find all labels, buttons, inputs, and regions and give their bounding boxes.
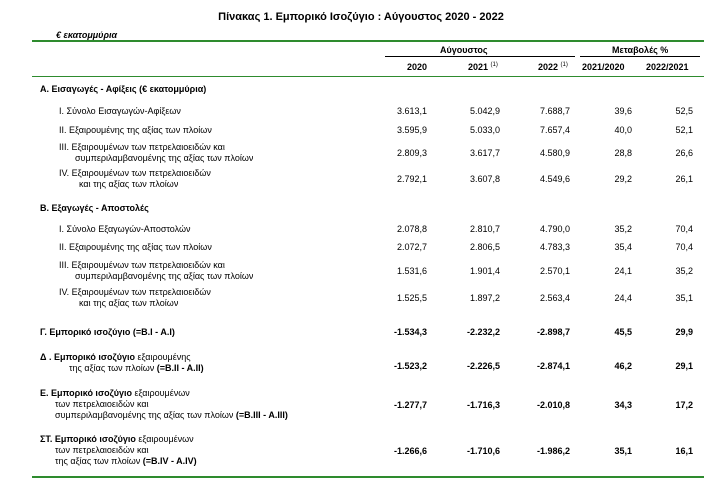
month-group-underline bbox=[385, 56, 575, 57]
cell-2022: -2.010,8 bbox=[536, 400, 570, 410]
row-label-formula: (=B.III - A.III) bbox=[235, 410, 288, 420]
cell-change-2022-2021: 52,1 bbox=[675, 125, 693, 135]
row-label-cont: και της αξίας των πλοίων bbox=[79, 179, 179, 189]
row-label-rest: της αξίας των πλοίων bbox=[55, 456, 143, 466]
row-label-rest: εξαιρουμένων bbox=[131, 388, 190, 398]
cell-change-2021-2020: 29,2 bbox=[614, 174, 632, 184]
cell-2020: 1.525,5 bbox=[396, 293, 427, 303]
section-label: Β. Εξαγωγές - Αποστολές bbox=[40, 203, 149, 213]
row-label: IV. Εξαιρουμένων των πετρελαιοειδών bbox=[59, 168, 211, 178]
header-2021: 2021 $^{(1)}$ bbox=[468, 62, 498, 72]
cell-2020: 3.613,1 bbox=[396, 106, 427, 116]
cell-2021: 1.897,2 bbox=[469, 293, 500, 303]
cell-2020: 3.595,9 bbox=[396, 125, 427, 135]
row-label bbox=[40, 352, 191, 363]
cell-change-2022-2021: 29,1 bbox=[675, 361, 693, 371]
cell-2022: 4.790,0 bbox=[539, 224, 570, 234]
row-label bbox=[40, 434, 194, 445]
cell-change-2021-2020: 28,8 bbox=[614, 148, 632, 158]
cell-2021: 2.806,5 bbox=[469, 242, 500, 252]
row-label-cont: των πετρελαιοειδών και bbox=[55, 445, 149, 455]
row-label: Γ. Εμπορικό ισοζύγιο (=B.I - A.I) bbox=[40, 327, 175, 337]
cell-2020: 2.809,3 bbox=[396, 148, 427, 158]
cell-change-2022-2021: 17,2 bbox=[675, 400, 693, 410]
cell-2020: -1.277,7 bbox=[393, 400, 427, 410]
table-title: Πίνακας 1. Εμπορικό Ισοζύγιο : Αύγουστος 2020 - 2022 bbox=[218, 11, 504, 23]
cell-change-2022-2021: 26,6 bbox=[675, 148, 693, 158]
cell-change-2021-2020: 35,1 bbox=[614, 446, 632, 456]
row-label: II. Εξαιρουμένης της αξίας των πλοίων bbox=[59, 125, 212, 135]
row-label: I. Σύνολο Εισαγωγών-Αφίξεων bbox=[59, 106, 181, 116]
row-label: II. Εξαιρουμένης της αξίας των πλοίων bbox=[59, 242, 212, 252]
cell-2021: -2.226,5 bbox=[466, 361, 500, 371]
change-group-underline bbox=[580, 56, 700, 57]
row-label-cont: συμπεριλαμβανομένης της αξίας των πλοίων bbox=[75, 271, 254, 281]
header-change-group: Μεταβολές % bbox=[612, 45, 669, 55]
row-label-cont bbox=[69, 363, 204, 374]
row-label: III. Εξαιρουμένων των πετρελαιοειδών και bbox=[59, 142, 225, 152]
row-label-formula: (=B.II - A.II) bbox=[156, 363, 204, 373]
row-label-bold: Ε. Εμπορικό ισοζύγιο bbox=[40, 388, 132, 398]
cell-2022: 4.783,3 bbox=[539, 242, 570, 252]
cell-2022: -1.986,2 bbox=[536, 446, 570, 456]
cell-2022: 4.549,6 bbox=[539, 174, 570, 184]
top-rule bbox=[32, 40, 704, 42]
cell-2022: 2.563,4 bbox=[539, 293, 570, 303]
cell-2021: -1.716,3 bbox=[466, 400, 500, 410]
cell-change-2021-2020: 24,4 bbox=[614, 293, 632, 303]
row-label: IV. Εξαιρουμένων των πετρελαιοειδών bbox=[59, 287, 211, 297]
cell-2021: 5.033,0 bbox=[469, 125, 500, 135]
bottom-rule bbox=[32, 476, 704, 478]
cell-2021: 3.617,7 bbox=[469, 148, 500, 158]
cell-2020: 2.078,8 bbox=[396, 224, 427, 234]
cell-2022: -2.874,1 bbox=[536, 361, 570, 371]
cell-change-2021-2020: 35,4 bbox=[614, 242, 632, 252]
cell-change-2021-2020: 39,6 bbox=[614, 106, 632, 116]
cell-change-2022-2021: 70,4 bbox=[675, 224, 693, 234]
header-2022: 2022 $^{(1)}$ bbox=[538, 62, 568, 72]
cell-2020: -1.534,3 bbox=[393, 327, 427, 337]
header-2020: 2020 bbox=[407, 62, 428, 72]
row-label-cont bbox=[55, 410, 288, 421]
row-label-cont: και της αξίας των πλοίων bbox=[79, 298, 179, 308]
row-label-cont: συμπεριλαμβανομένης της αξίας των πλοίων bbox=[75, 153, 254, 163]
cell-2022: 4.580,9 bbox=[539, 148, 570, 158]
cell-2020: 2.792,1 bbox=[396, 174, 427, 184]
cell-change-2022-2021: 70,4 bbox=[675, 242, 693, 252]
cell-2021: -1.710,6 bbox=[466, 446, 500, 456]
row-label-bold: ΣΤ. Εμπορικό ισοζύγιο bbox=[40, 434, 136, 444]
cell-change-2022-2021: 35,2 bbox=[675, 266, 693, 276]
cell-change-2021-2020: 40,0 bbox=[614, 125, 632, 135]
cell-2022: 7.688,7 bbox=[539, 106, 570, 116]
cell-change-2022-2021: 35,1 bbox=[675, 293, 693, 303]
cell-change-2022-2021: 29,9 bbox=[675, 327, 693, 337]
row-label-formula: (=B.IV - A.IV) bbox=[142, 456, 197, 466]
row-label bbox=[40, 388, 190, 399]
cell-change-2021-2020: 35,2 bbox=[614, 224, 632, 234]
row-label-rest: συμπεριλαμβανομένης της αξίας των πλοίων bbox=[55, 410, 236, 420]
cell-2020: 1.531,6 bbox=[396, 266, 427, 276]
row-label: I. Σύνολο Εξαγωγών-Αποστολών bbox=[59, 224, 191, 234]
row-label-cont bbox=[55, 456, 197, 467]
section-label: Α. Εισαγωγές - Αφίξεις (€ εκατομμύρια) bbox=[40, 84, 207, 94]
row-label-bold: Δ . Εμπορικό ισοζύγιο bbox=[40, 352, 135, 362]
header-rule bbox=[32, 76, 704, 77]
header-month-group: Αύγουστος bbox=[440, 45, 488, 55]
row-label-rest: εξαιρουμένων bbox=[135, 434, 194, 444]
cell-change-2021-2020: 46,2 bbox=[614, 361, 632, 371]
cell-2022: -2.898,7 bbox=[536, 327, 570, 337]
unit-label: € εκατομμύρια bbox=[56, 30, 118, 40]
cell-2021: 5.042,9 bbox=[469, 106, 500, 116]
cell-change-2022-2021: 26,1 bbox=[675, 174, 693, 184]
cell-2020: -1.523,2 bbox=[393, 361, 427, 371]
cell-2021: 1.901,4 bbox=[469, 266, 500, 276]
row-label-cont: των πετρελαιοειδών και bbox=[55, 399, 149, 409]
row-label-rest: της αξίας των πλοίων bbox=[69, 363, 157, 373]
row-label-rest: εξαιρουμένης bbox=[134, 352, 191, 362]
row-label: III. Εξαιρουμένων των πετρελαιοειδών και bbox=[59, 260, 225, 270]
cell-2021: 3.607,8 bbox=[469, 174, 500, 184]
cell-change-2021-2020: 24,1 bbox=[614, 266, 632, 276]
cell-2021: 2.810,7 bbox=[469, 224, 500, 234]
header-change-2022-2021: 2022/2021 bbox=[646, 62, 689, 72]
cell-2022: 2.570,1 bbox=[539, 266, 570, 276]
cell-2021: -2.232,2 bbox=[466, 327, 500, 337]
cell-2022: 7.657,4 bbox=[539, 125, 570, 135]
cell-2020: 2.072,7 bbox=[396, 242, 427, 252]
cell-change-2022-2021: 16,1 bbox=[675, 446, 693, 456]
cell-change-2021-2020: 34,3 bbox=[614, 400, 632, 410]
cell-change-2021-2020: 45,5 bbox=[614, 327, 632, 337]
cell-2020: -1.266,6 bbox=[393, 446, 427, 456]
header-change-2021-2020: 2021/2020 bbox=[582, 62, 625, 72]
cell-change-2022-2021: 52,5 bbox=[675, 106, 693, 116]
